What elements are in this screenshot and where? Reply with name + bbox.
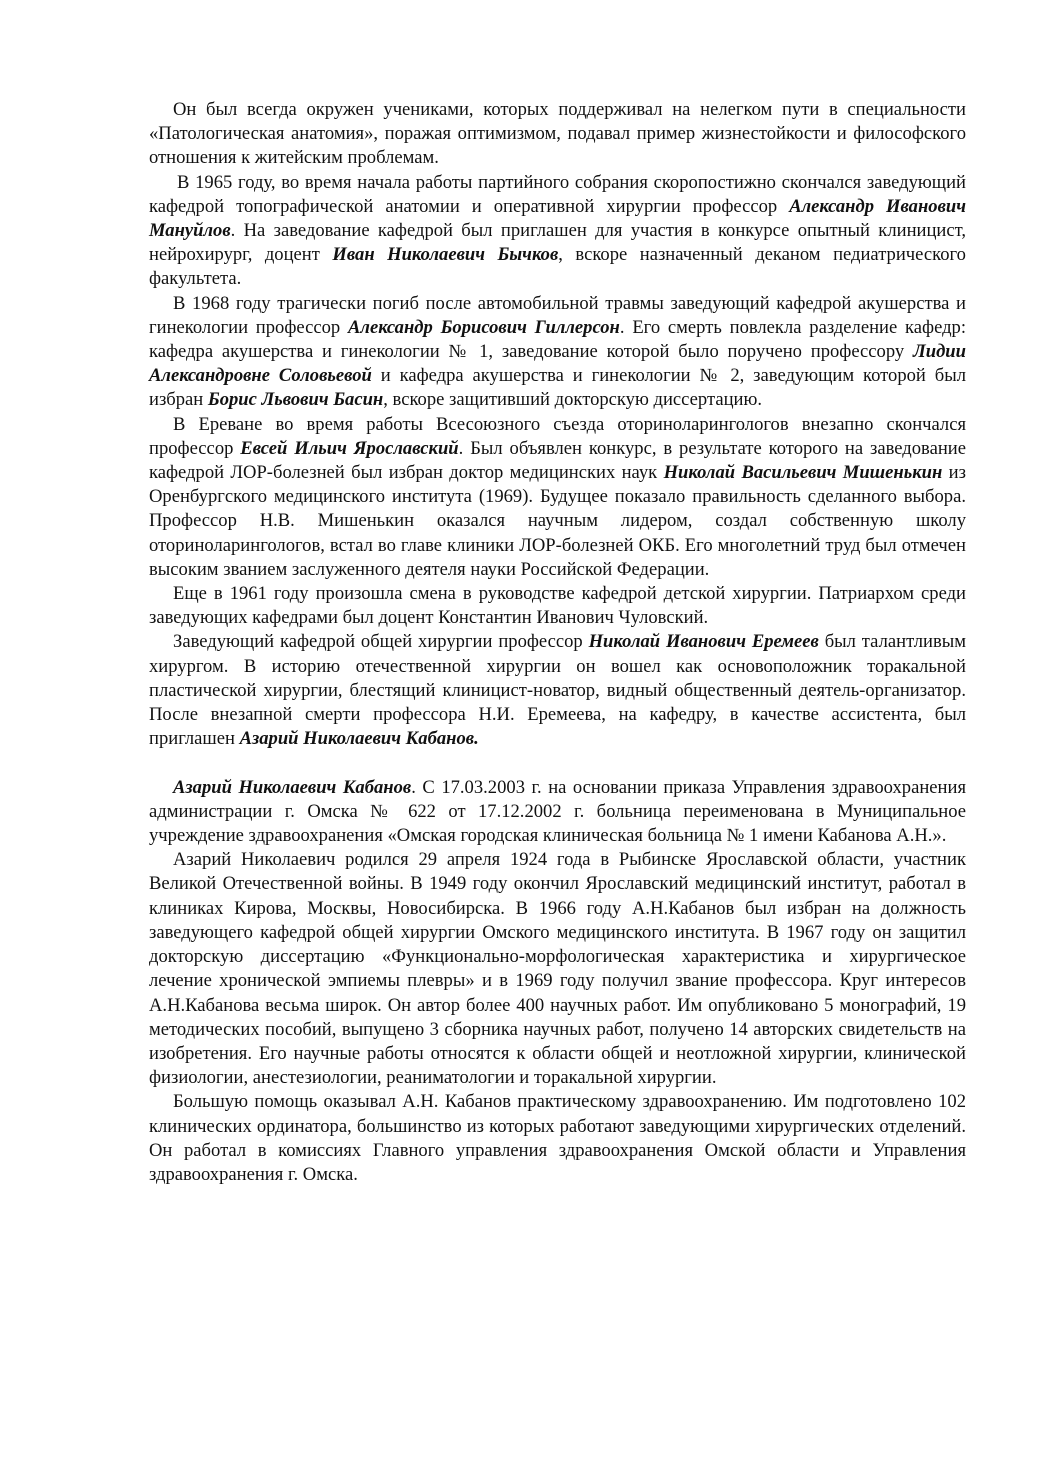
document-page <box>149 98 966 1187</box>
paragraph-text: В 1965 году, во время начала работы партийного собрания скоропостижно скончался заведующий кафедрой топографической анатомии и оперативной хирургии профессор <box>149 171 966 217</box>
person-name: Лидии Александровне Соловьевой <box>149 341 966 387</box>
person-name: Азарий Николаевич Кабанов. <box>239 728 479 750</box>
person-name: Борис Львович Басин <box>207 389 384 411</box>
paragraph-text: и кафедра акушерства и гинекологии № 2, заведующим которой был избран <box>149 365 966 411</box>
person-name: Александр Борисович Гиллерсон <box>348 316 620 338</box>
paragraph-text: Большую помощь оказывал А.Н. Кабанов практическому здравоохранению. Им подготовлено 102 клинических ординатора, большинство из которых работают заведующими хирургических отделений. Он работал в комиссиях Главного управления здравоохранения Омской области и Управления здравоохранения г. Омска. <box>149 1091 966 1185</box>
paragraph <box>149 848 966 1090</box>
person-name: Иван Николаевич Бычков <box>332 244 559 266</box>
paragraph-text: . Его смерть повлекла разделение кафедр: кафедра акушерства и гинекологии № 1, заведование которой было поручено профессору <box>149 316 966 363</box>
paragraph-text: В 1968 году трагически погиб после автомобильной травмы заведующий кафедрой акушерства и гинекологии профессор <box>149 292 966 338</box>
person-name: Азарий Николаевич Кабанов <box>173 776 412 798</box>
person-name: Николай Васильевич Мишенькин <box>663 462 943 484</box>
paragraph-text: был талантливым хирургом. В историю отечественной хирургии он вошел как основоположник торакальной пластической хирургии, блестящий клиницист-новатор, видный общественный деятель-организатор. После внезапной смерти профессора Н.И. Еремеева, на кафедру, в качестве ассистента, был приглашен <box>149 631 966 750</box>
paragraph-text: Он был всегда окружен учениками, которых поддерживал на нелегком пути в специальности «Патологическая анатомия», поражая оптимизмом, подавал пример жизнестойкости и философского отношения к житейским проблемам. <box>149 99 966 169</box>
paragraph-text: , вскоре защитивший докторскую диссертацию. <box>383 389 763 411</box>
paragraph-text: Еще в 1961 году произошла смена в руководстве кафедрой детской хирургии. Патриархом среди заведующих кафедрами был доцент Константин Иванович Чуловский. <box>149 583 966 629</box>
paragraph <box>149 171 966 292</box>
paragraph <box>149 413 966 582</box>
person-name: Евсей Ильич Ярославский <box>240 437 459 459</box>
paragraph-text: , вскоре назначенный деканом педиатрического факультета. <box>149 244 966 290</box>
paragraph-text: . На заведование кафедрой был приглашен для участия в конкурсе опытный клиницист, нейрохирург, доцент <box>149 220 966 266</box>
paragraph-text: Заведующий кафедрой общей хирургии профессор <box>173 631 589 653</box>
paragraph <box>149 98 966 171</box>
paragraph <box>149 292 966 413</box>
paragraph <box>149 1090 966 1187</box>
person-name: Александр Иванович Мануйлов <box>149 195 966 242</box>
paragraph-text: Азарий Николаевич родился 29 апреля 1924 года в Рыбинске Ярославской области, участник Великой Отечественной войны. В 1949 году окончил Ярославский медицинский институт, работал в клиниках Кирова, Москвы, Новосибирска. В 1966 году А.Н.Кабанов был избран на должность заведующего кафедрой общей хирургии Омского медицинского института. В 1967 году он защитил докторскую диссертацию «Функционально-морфологическая характеристика и хирургическое лечение хронической эмпиемы плевры» и в 1969 году получил звание профессора. Круг интересов А.Н.Кабанова весьма широк. Он автор более 400 научных работ. Им опубликовано 5 монографий, 19 методических пособий, выпущено 3 сборника научных работ, получено 14 авторских свидетельств на изобретения. Его научные работы относятся к области общей и неотложной хирургии, клинической физиологии, анестезиологии, реаниматологии и торакальной хирургии. <box>149 849 966 1089</box>
paragraph <box>149 582 966 630</box>
person-name: Николай Иванович Еремеев <box>588 631 819 653</box>
paragraph <box>149 630 966 751</box>
paragraph <box>149 776 966 849</box>
paragraph-text: В Ереване во время работы Всесоюзного съезда оториноларингологов внезапно скончался профессор <box>149 413 966 459</box>
paragraph-text: . С 17.03.2003 г. на основании приказа Управления здравоохранения администрации г. Омска № 622 от 17.12.2002 г. больница переименована в Муниципальное учреждение здравоохранения «Омская городская клиническая больница № 1 имени Кабанова А.Н.». <box>149 776 967 847</box>
paragraph-text: из Оренбургского медицинского института (1969). Будущее показало правильность сделанного выбора. Профессор Н.В. Мишенькин оказался научным лидером, создал собственную школу оториноларингологов, встал во главе клиники ЛОР-болезней ОКБ. Его многолетний труд был отмечен высоким званием заслуженного деятеля науки Российской Федерации. <box>149 462 966 580</box>
paragraph-text: . Был объявлен конкурс, в результате которого на заведование кафедрой ЛОР-болезней был избран доктор медицинских наук <box>149 437 966 484</box>
